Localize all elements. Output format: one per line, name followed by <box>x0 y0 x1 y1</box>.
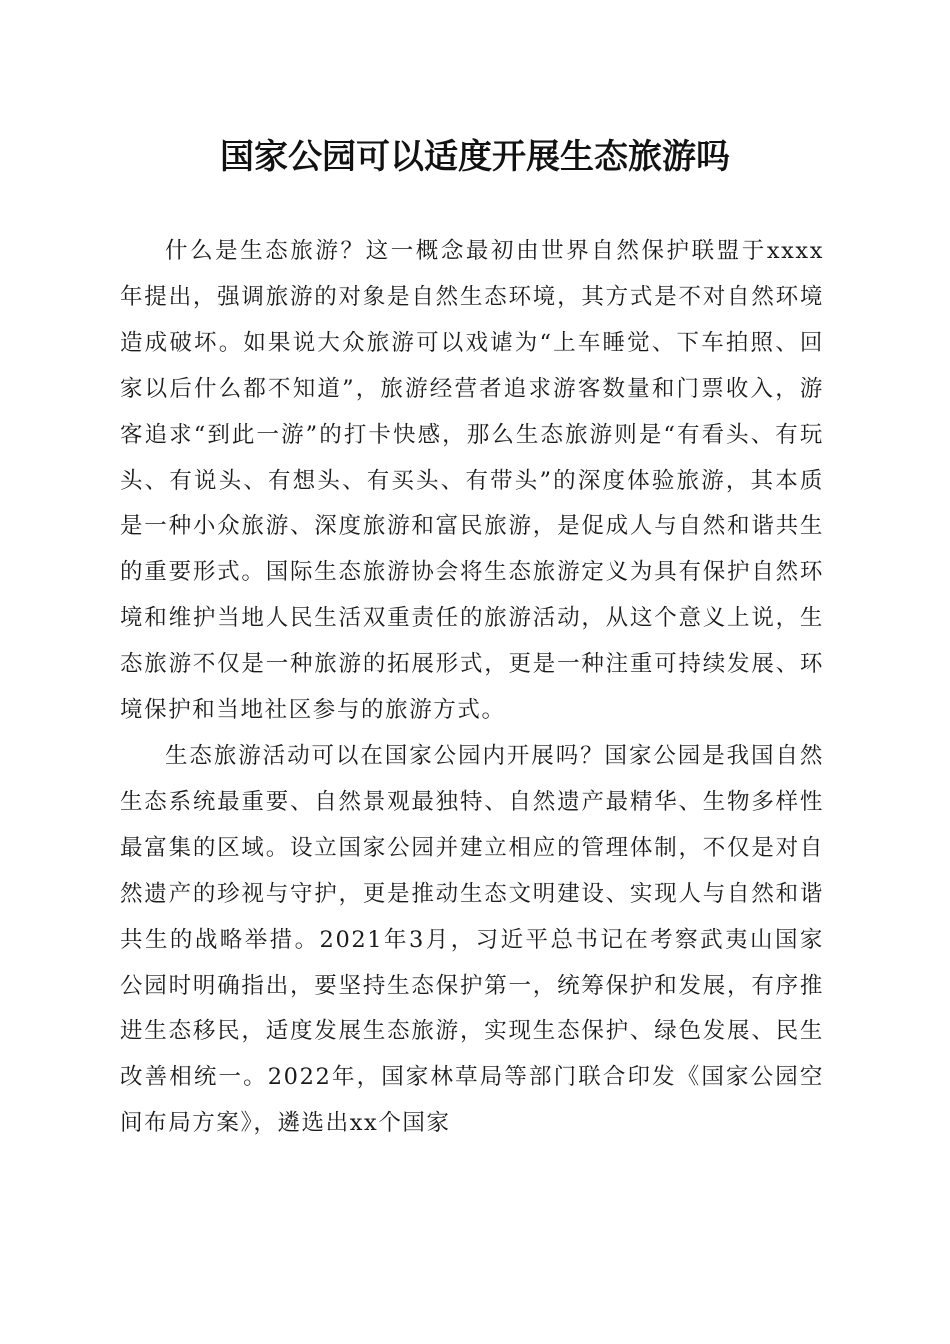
paragraph-2: 生态旅游活动可以在国家公园内开展吗？国家公园是我国自然生态系统最重要、自然景观最独特、自然遗产最精华、生物多样性最富集的区域。设立国家公园并建立相应的管理体制，不仅是对自然遗产的珍视与守护，更是推动生态文明建设、实现人与自然和谐共生的战略举措。2021年3月，习近平总书记在考察武夷山国家公园时明确指出，要坚持生态保护第一，统筹保护和发展，有序推进生态移民，适度发展生态旅游，实现生态保护、绿色发展、民生改善相统一。2022年，国家林草局等部门联合印发《国家公园空间布局方案》，遴选出xx个国家 <box>120 742 824 1137</box>
page-title: 国家公园可以适度开展生态旅游吗 <box>220 137 730 177</box>
document-body <box>120 229 824 1147</box>
paragraph-1: 什么是生态旅游？这一概念最初由世界自然保护联盟于xxxx年提出，强调旅游的对象是自然生态环境，其方式是不对自然环境造成破坏。如果说大众旅游可以戏谑为“上车睡觉、下车拍照、回家以后什么都不知道”，旅游经营者追求游客数量和门票收入，游客追求“到此一游”的打卡快感，那么生态旅游则是“有看头、有玩头、有说头、有想头、有买头、有带头”的深度体验旅游，其本质是一种小众旅游、深度旅游和富民旅游，是促成人与自然和谐共生的重要形式。国际生态旅游协会将生态旅游定义为具有保护自然环境和维护当地人民生活双重责任的旅游活动，从这个意义上说，生态旅游不仅是一种旅游的拓展形式，更是一种注重可持续发展、环境保护和当地社区参与的旅游方式。 <box>120 238 824 724</box>
